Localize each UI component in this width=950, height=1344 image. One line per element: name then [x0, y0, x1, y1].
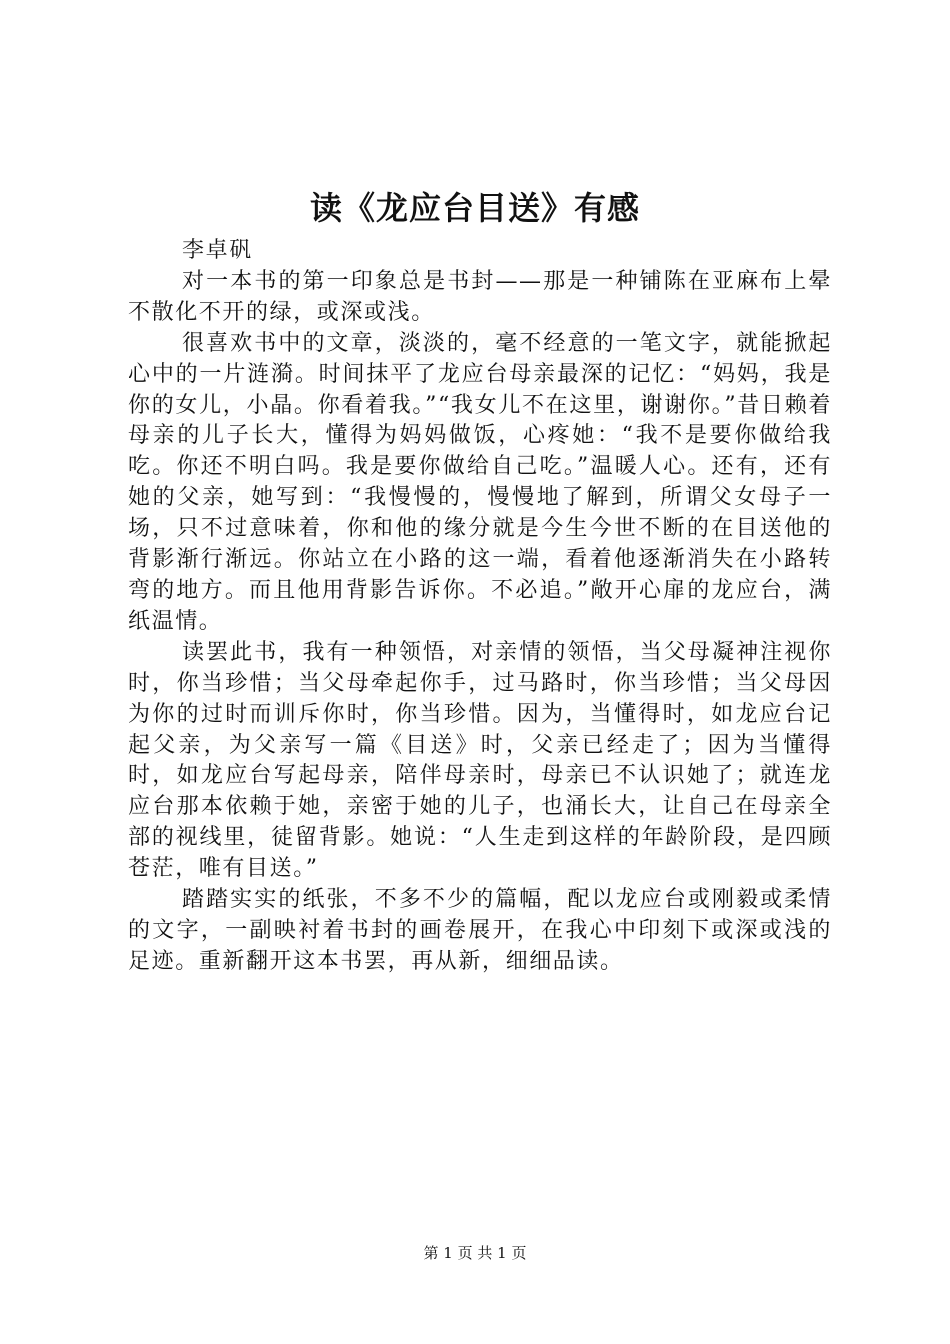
page-footer: 第 1 页 共 1 页: [423, 1244, 527, 1262]
document-body: [128, 236, 832, 978]
document-title: 读《龙应台目送》有感: [309, 189, 640, 227]
paragraph-3: 读罢此书，我有一种领悟，对亲情的领悟，当父母凝神注视你时，你当珍惜；当父母牵起你手，过马路时，你当珍惜；当父母因为你的过时而训斥你时，你当珍惜。因为，当懂得时，如龙应台记起父亲，为父亲写一篇《目送》时，父亲已经走了；因为当懂得时，如龙应台写起母亲，陪伴母亲时，母亲已不认识她了；就连龙应台那本依赖于她，亲密于她的儿子，也涌长大，让自己在母亲全部的视线里，徒留背影。她说：“人生走到这样的年龄阶段，是四顾苍茫，唯有目送。”: [128, 639, 832, 882]
paragraph-2: 很喜欢书中的文章，淡淡的，毫不经意的一笔文字，就能掀起心中的一片涟漪。时间抹平了龙应台母亲最深的记忆：“妈妈，我是你的女儿，小晶。你看着我。”“我女儿不在这里，谢谢你。”昔日赖着母亲的儿子长大，懂得为妈妈做饭，心疼她：“我不是要你做给我吃。你还不明白吗。我是要你做给自己吃。”温暖人心。还有，还有她的父亲，她写到：“我慢慢的，慢慢地了解到，所谓父女母子一场，只不过意味着，你和他的缘分就是今生今世不断的在目送他的背影渐行渐远。你站立在小路的这一端，看着他逐渐消失在小路转弯的地方。而且他用背影告诉你。不必追。”敞开心扉的龙应台，满纸温情。: [128, 330, 832, 634]
author-line: 李卓矾: [182, 238, 253, 263]
paragraph-1: 对一本书的第一印象总是书封——那是一种铺陈在亚麻布上晕不散化不开的绿，或深或浅。: [128, 268, 832, 325]
paragraph-4: 踏踏实实的纸张，不多不少的篇幅，配以龙应台或刚毅或柔情的文字，一副映衬着书封的画卷展开，在我心中印刻下或深或浅的足迹。重新翻开这本书罢，再从新，细细品读。: [128, 887, 832, 974]
